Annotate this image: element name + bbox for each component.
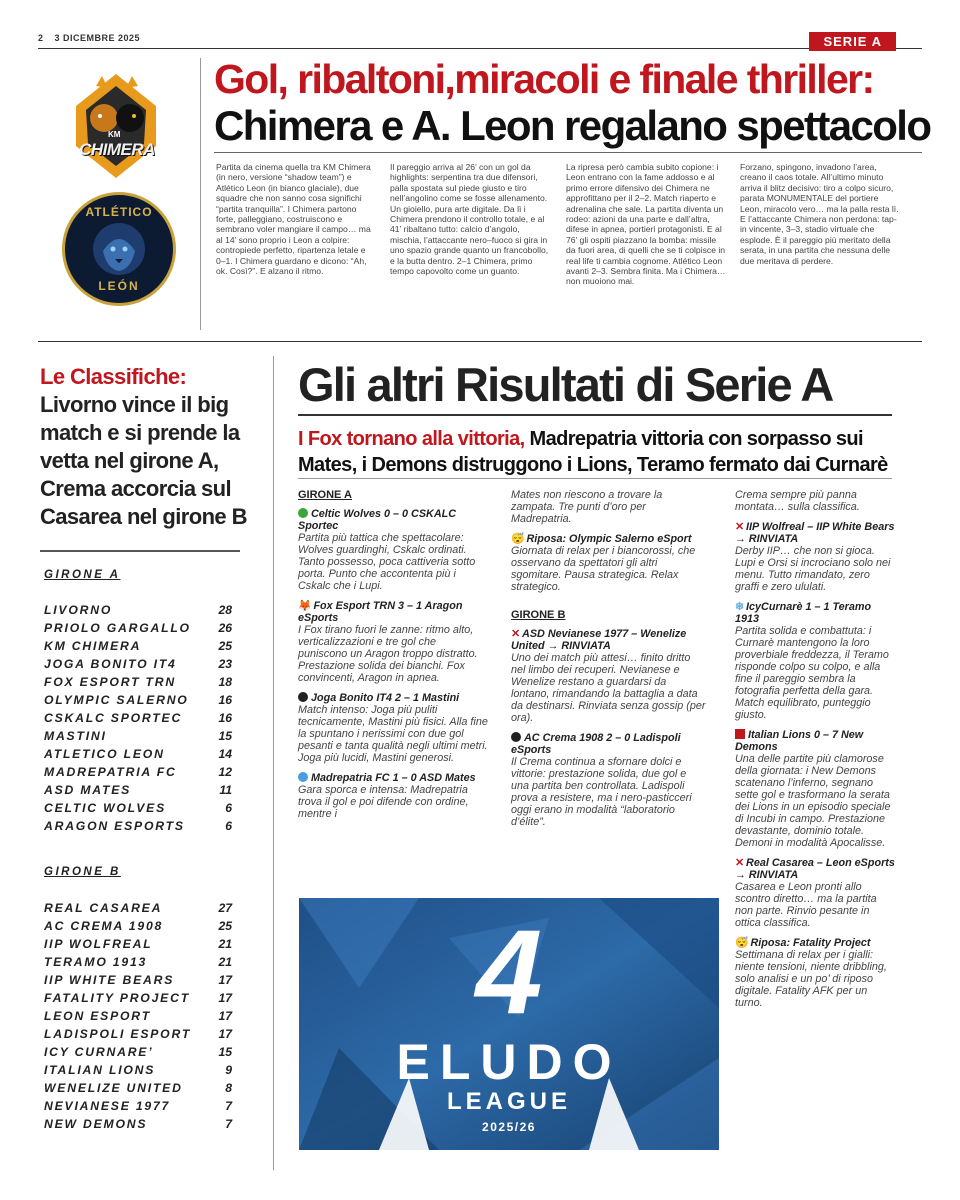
page-number: 2: [38, 33, 44, 43]
team-name: NEVIANESE 1977: [44, 1099, 171, 1113]
article-column-4: [740, 162, 900, 266]
headline-black: Chimera e A. Leon regalano spettacolo: [214, 102, 931, 149]
headline-red: Gol, ribaltoni,miracoli e finale thriller:: [214, 56, 874, 102]
team-points: 14: [218, 747, 232, 761]
standings-row: [44, 655, 232, 673]
fox-icon: 🦊: [298, 600, 312, 612]
results-column-1: [298, 489, 488, 828]
match-item: [298, 772, 488, 820]
match-item: [298, 508, 488, 592]
results-column-3: [735, 489, 895, 1017]
standings-row: [44, 709, 232, 727]
red-x-icon: ✕: [735, 521, 745, 533]
eludo-league-banner: [299, 898, 719, 1150]
team-points: 11: [219, 783, 232, 797]
team-name: TERAMO 1913: [44, 955, 148, 969]
team-name: ARAGON ESPORTS: [44, 819, 185, 833]
article-text-2: Il pareggio arriva al 26’ con un gol da highlights: serpentina tra due difensori, palla spostata sul piede giusto e tiro nell’angolino come se fosse allenamento. Un gioiello, pura arte digitale. Da lì i Chimera prendono il controllo totale, e al 41’ ribaltano tutto: calcio d’angolo, mischia, l’attaccante nero–fuoco si gira in uno spazio grande quanto un francobollo, e la butta dentro. 2–1 Chimera, primo tempo capovolto come un guanto.: [390, 162, 549, 277]
team-points: 25: [218, 919, 232, 933]
rest-item: [735, 937, 895, 1009]
results-subtitle-rule: [298, 478, 892, 479]
team-name: REAL CASAREA: [44, 901, 163, 915]
match-title: Fox Esport TRN 3 – 1 Aragon eSports: [298, 600, 463, 624]
standings-row: [44, 673, 232, 691]
team-points: 8: [225, 1081, 232, 1095]
girone-b-results-label: GIRONE B: [511, 609, 566, 621]
team-points: 17: [218, 991, 232, 1005]
rest-item: [511, 533, 706, 593]
match-item: [735, 521, 895, 593]
sleeping-face-icon: 😴: [735, 937, 749, 949]
black-dot-icon: [511, 732, 521, 742]
standings-row: [44, 1079, 232, 1097]
match-title: Real Casarea – Leon eSports → RINVIATA: [735, 857, 895, 881]
team-points: 21: [218, 955, 232, 969]
red-x-icon: ✕: [735, 857, 745, 869]
match-title: IIP Wolfreal – IIP White Bears → RINVIATA: [735, 521, 895, 545]
rest-text: Giornata di relax per i biancorossi, che osservano da spettatori gli altri sgomitare. Pausa strategica. Relax strategico.: [511, 545, 696, 593]
match-item: [298, 692, 488, 764]
team-name: LADISPOLI ESPORT: [44, 1027, 192, 1041]
article-text-3: La ripresa però cambia subito copione: i Leon entrano con la fame addosso e al primo errore difensivo dei Chimera ne approfittano per il 2–2. Match riaperto e adrenalina che sale. La partita diventa un rodeo: azioni da una parte e dall’altra, difese in apnea, portieri protagonisti. E al 76’ gli ospiti piazzano la bomba: missile da fuori area, di quelli che se ti colpisce in real life ti cambia cognome. Atlético Leon avanti 2–3. Sembra finita. Ma i Chimera… non muoiono mai.: [566, 162, 726, 287]
match-title: Madrepatria FC 1 – 0 ASD Mates: [311, 772, 476, 784]
standings-row: [44, 1007, 232, 1025]
article-column-2: [390, 162, 550, 276]
logo-divider: [200, 58, 201, 330]
standings-row: [44, 989, 232, 1007]
match-text: Partita più tattica che spettacolare: Wolves guardinghi, Cskalc ordinati. Tanto possesso, poca cattiveria sotto porta. Punto che accontenta più i Cskalc che i Lupi.: [298, 532, 476, 592]
team-points: 7: [225, 1099, 232, 1113]
team-name: IIP WOLFREAL: [44, 937, 153, 951]
match-text: Una delle partite più clamorose della giornata: i New Demons scatenano l’inferno, segnano sette gol e trasformano la serata dei Lions in un episodio speciale di Incubi in campo. Prestazione devastante, dominio totale. Demoni in modalità Apocalisse.: [735, 753, 891, 849]
team-name: LEON ESPORT: [44, 1009, 151, 1023]
results-title: Gli altri Risultati di Serie A: [298, 358, 833, 411]
eludo-season: 2025/26: [482, 1120, 536, 1134]
team-name: ICY CURNARE’: [44, 1045, 154, 1059]
match-title: Joga Bonito IT4 2 – 1 Mastini: [311, 692, 460, 704]
match-item: [298, 600, 488, 684]
standings-rule: [40, 550, 240, 552]
match-title: ASD Nevianese 1977 – Wenelize United → RINVIATA: [511, 628, 687, 652]
match-text-continued: Mates non riescono a trovare la zampata. Tre punti d’oro per Madrepatria.: [511, 489, 663, 525]
team-points: 6: [225, 801, 232, 815]
team-name: JOGA BONITO IT4: [44, 657, 177, 671]
team-points: 26: [218, 621, 232, 635]
team-name: ASD MATES: [44, 783, 132, 797]
rest-title: Riposa: Olympic Salerno eSport: [526, 533, 692, 545]
match-text: Uno dei match più attesi… finito dritto nel limbo dei recuperi. Nevianese e Wenelize restano a guardarsi da lontano, rimandando la battaglia a data da destinarsi. Rinviata senza gossip (per ora).: [511, 652, 706, 724]
standings-row: [44, 1097, 232, 1115]
chimera-wordmark: CHIMERA: [79, 140, 155, 159]
match-item: [735, 729, 895, 849]
match-item: [511, 628, 706, 724]
standings-headline-red: Le Classifiche:: [40, 364, 187, 389]
match-text: I Fox tirano fuori le zanne: ritmo alto, verticalizzazioni e tre gol che puniscono un Aragon troppo distratto. Prestazione solida dei bianchi. Fox convincenti, Aragon in apnea.: [298, 624, 478, 684]
team-name: PRIOLO GARGALLO: [44, 621, 191, 635]
team-name: KM CHIMERA: [44, 639, 142, 653]
results-subtitle-black: Madrepatria vittoria con sorpasso sui Mates, i Demons distruggono i Lions, Teramo fermato dai Curnarè: [298, 428, 888, 476]
match-text: Derby IIP… che non si gioca. Lupi e Orsi si incrociano solo nei menu. Tutto rimandato, zero graffi e zero ululati.: [735, 545, 891, 593]
eludo-brand: ELUDO: [396, 1034, 622, 1090]
column-divider: [273, 356, 274, 1170]
match-item: [511, 732, 706, 828]
team-name: CSKALC SPORTEC: [44, 711, 183, 725]
team-name: CELTIC WOLVES: [44, 801, 167, 815]
standings-headline: [40, 363, 270, 531]
team-points: 16: [218, 711, 232, 725]
sleeping-face-icon: 😴: [511, 533, 525, 545]
standings-row: [44, 817, 232, 835]
blue-dot-icon: [298, 772, 308, 782]
eludo-league-label: LEAGUE: [446, 1088, 571, 1115]
green-dot-icon: [298, 508, 308, 518]
team-name: ITALIAN LIONS: [44, 1063, 156, 1077]
standings-row: [44, 917, 232, 935]
team-points: 17: [218, 1009, 232, 1023]
girone-b-label: GIRONE B: [44, 866, 121, 878]
standings-row: [44, 953, 232, 971]
team-points: 23: [218, 657, 232, 671]
red-x-icon: ✕: [511, 628, 521, 640]
match-title: Celtic Wolves 0 – 0 CSKALC Sportec: [298, 508, 457, 532]
atletico-leon-logo: [62, 192, 176, 306]
standings-row: [44, 691, 232, 709]
chimera-logo: [56, 66, 176, 186]
rest-text: Settimana di relax per i gialli: niente tensioni, niente dribbling, solo analisi e un po’ di riposo digitale. Fatality AFK per un turno.: [735, 949, 887, 1009]
results-subtitle-red: I Fox tornano alla vittoria,: [298, 428, 525, 450]
standings-row: [44, 1043, 232, 1061]
leon-logo-top-text: ATLÉTICO: [85, 205, 153, 219]
match-title: Italian Lions 0 – 7 New Demons: [735, 729, 864, 753]
match-text: Gara sporca e intensa: Madrepatria trova il gol e poi difende con ordine, mentre i: [298, 784, 469, 820]
match-title: IcyCurnarè 1 – 1 Teramo 1913: [735, 601, 872, 625]
girone-a-label: GIRONE A: [44, 569, 121, 581]
standings-row: [44, 637, 232, 655]
team-points: 17: [218, 973, 232, 987]
article-column-1: [216, 162, 376, 276]
team-name: AC CREMA 1908: [44, 919, 164, 933]
article-text-1: Partita da cinema quella tra KM Chimera (in nero, versione “shadow team”) e Atlético Leon (in bianco glaciale), due squadre che non sanno cosa significhi “partita tranquilla”. I Chimera partono forte, palleggiano, costruiscono e sembrano voler mangiare il campo… ma al 14’ sono proprio i Leon a colpire: contropiede perfetto, ripartenza letale e 0–1. I Chimera guardano e dicono: “Ah, ok. Così?”. E alzano il ritmo.: [216, 162, 371, 277]
team-name: FATALITY PROJECT: [44, 991, 190, 1005]
black-dot-icon: [298, 692, 308, 702]
girone-a-results-label: GIRONE A: [298, 489, 352, 501]
section-tag: SERIE A: [809, 32, 896, 51]
standings-row: [44, 727, 232, 745]
match-text: Il Crema continua a sfornare dolci e vittorie: prestazione solida, due gol e una partita ben controllata. Ladispoli prova a resistere, ma i nero-pasticceri oggi erano in modalità “laboratorio d’élite”.: [511, 756, 692, 828]
snowflake-icon: ❄: [735, 601, 745, 613]
team-name: MADREPATRIA FC: [44, 765, 177, 779]
match-item: [735, 857, 895, 929]
standings-row: [44, 619, 232, 637]
girone-b-standings: [44, 899, 232, 1133]
team-points: 7: [225, 1117, 232, 1131]
standings-row: [44, 781, 232, 799]
standings-row: [44, 745, 232, 763]
team-name: MASTINI: [44, 729, 107, 743]
team-name: ATLETICO LEON: [44, 747, 165, 761]
team-name: WENELIZE UNITED: [44, 1081, 183, 1095]
team-points: 21: [218, 937, 232, 951]
team-name: IIP WHITE BEARS: [44, 973, 175, 987]
team-points: 17: [218, 1027, 232, 1041]
header-rule: [38, 48, 922, 49]
standings-row: [44, 601, 232, 619]
team-name: OLYMPIC SALERNO: [44, 693, 189, 707]
match-text: Partita solida e combattuta: i Curnarè mantengono la loro proverbiale freddezza, il Teramo risponde colpo su colpo, e alla fine il pareggio sembra la fotografia perfetta della gara. Match equilibrato, punteggio giusto.: [735, 625, 889, 721]
headline-rule: [214, 152, 922, 153]
match-item: [735, 601, 895, 721]
standings-row: [44, 763, 232, 781]
article-column-3: [566, 162, 726, 287]
standings-row: [44, 799, 232, 817]
match-text: Match intenso: Joga più puliti tecnicamente, Mastini più fisici. Alla fine la spuntano i nerissimi con due gol pesanti e tanta qualità negli ultimi metri. Joga più lucidi, Mastini generosi.: [298, 704, 488, 764]
rest-title: Riposa: Fatality Project: [750, 937, 871, 949]
team-points: 18: [218, 675, 232, 689]
article-text-4: Forzano, spingono, invadono l’area, creano il caos totale. All’ultimo minuto arriva il blitz decisivo: tiro a colpo sicuro, parata MONUMENTALE del portiere Leon, miracolo vero… ma la palla resta lì. E l’attaccante Chimera non perdona: tap-in vincente, 3–3, stadio virtuale che esplode. È il pareggio più meritato della serata, in una partita che nessuna delle due meritava di perdere.: [740, 162, 899, 266]
issue-date: 3 DICEMBRE 2025: [54, 33, 141, 43]
standings-row: [44, 899, 232, 917]
team-name: NEW DEMONS: [44, 1117, 148, 1131]
section-rule: [38, 341, 922, 342]
team-points: 9: [225, 1063, 232, 1077]
team-points: 15: [218, 1045, 232, 1059]
team-name: FOX ESPORT TRN: [44, 675, 176, 689]
match-title: AC Crema 1908 2 – 0 Ladispoli eSports: [511, 732, 681, 756]
standings-headline-black: Livorno vince il big match e si prende la vetta nel girone A, Crema accorcia sul Casarea nel girone B: [40, 392, 247, 529]
girone-a-standings: [44, 601, 232, 835]
results-column-2: [511, 489, 706, 836]
standings-row: [44, 971, 232, 989]
leon-logo-bottom-text: LEÓN: [98, 279, 140, 293]
team-points: 12: [218, 765, 232, 779]
eludo-number: 4: [475, 905, 543, 1039]
team-points: 27: [218, 901, 232, 915]
team-points: 6: [225, 819, 232, 833]
team-points: 25: [218, 639, 232, 653]
team-points: 15: [218, 729, 232, 743]
chimera-badge: KM: [108, 130, 121, 139]
results-title-rule: [298, 414, 892, 416]
standings-row: [44, 1025, 232, 1043]
match-text: Casarea e Leon pronti allo scontro diretto… ma la partita non parte. Rinvio pesante in ottica classifica.: [735, 881, 877, 929]
team-points: 16: [218, 693, 232, 707]
red-square-icon: [735, 729, 745, 739]
team-name: LIVORNO: [44, 603, 113, 617]
standings-row: [44, 935, 232, 953]
results-subtitle: [298, 426, 898, 478]
standings-row: [44, 1115, 232, 1133]
standings-row: [44, 1061, 232, 1079]
page-header: [38, 33, 148, 43]
match-text-continued: Crema sempre più panna montata… sulla classifica.: [735, 489, 860, 513]
team-points: 28: [218, 603, 232, 617]
